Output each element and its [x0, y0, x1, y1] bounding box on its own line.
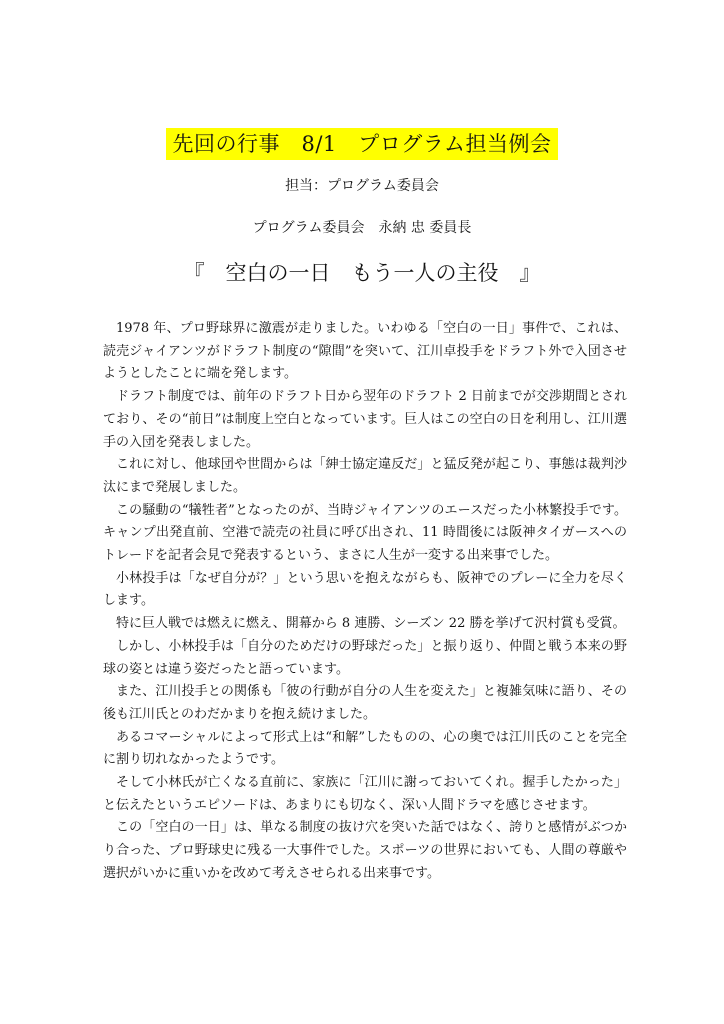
title-block [0, 128, 724, 160]
paragraph: また、江川投手との関係も「彼の行動が自分の人生を変えた」と複雑気味に語り、その後も江川氏とのわだかまりを抱え続けました。 [103, 684, 627, 722]
body-text [103, 318, 627, 886]
paragraph: この騒動の“犠牲者”となったのが、当時ジャイアンツのエースだった小林繁投手です。キャンプ出発直前、空港で読売の社員に呼び出され、11 時間後には阪神タイガースへのトレードを記者会見で発表するという、まさに人生が一変する出来事でした。 [103, 502, 627, 564]
paragraph: あるコマーシャルによって形式上は“和解”したものの、心の奥では江川氏のことを完全に割り切れなかったようです。 [103, 729, 627, 768]
lecture-theme: 『 空白の一日 もう一人の主役 』 [183, 261, 541, 285]
paragraph: 小林投手は「なぜ自分が？」という思いを抱えながらも、阪神でのプレーに全力を尽くします。 [103, 570, 627, 609]
paragraph: しかし、小林投手は「自分のためだけの野球だった」と振り返り、仲間と戦う本来の野球の姿とは違う姿だったと語っています。 [103, 638, 627, 677]
paragraph: これに対し、他球団や世間からは「紳士協定違反だ」と猛反発が起こり、事態は裁判沙汰にまで発展しました。 [103, 457, 627, 495]
paragraph: ドラフト制度では、前年のドラフト日から翌年のドラフト 2 日前までが交渉期間とされており、その“前日”は制度上空白となっています。巨人はこの空白の日を利用し、江川選手の入団を発表しました。 [103, 389, 627, 450]
organizer-line: 担当：プログラム委員会 [285, 178, 439, 194]
paragraph: 特に巨人戦では燃えに燃え、開幕から 8 連勝、シーズン 22 勝を挙げて沢村賞も受賞。 [116, 616, 626, 632]
page-title: 先回の行事 8/1 プログラム担当例会 [166, 128, 557, 160]
speaker-line: プログラム委員会 永納 忠 委員長 [252, 220, 472, 236]
paragraph: この「空白の一日」は、単なる制度の抜け穴を突いた話ではなく、誇りと感情がぶつかり合った、プロ野球史に残る一大事件でした。スポーツの世界においても、人間の尊厳や選択がいかに重いかを改めて考えさせられる出来事です。 [103, 820, 627, 881]
paragraph: そして小林氏が亡くなる直前に、家族に「江川に謝っておいてくれ。握手したかった」と伝えたというエピソードは、あまりにも切なく、深い人間ドラマを感じさせます。 [103, 775, 627, 813]
paragraph: 1978 年、プロ野球界に激震が走りました。いわゆる「空白の一日」事件で、これは、読売ジャイアンツがドラフト制度の“隙間”を突いて、江川卓投手をドラフト外で入団させようとしたことに端を発します。 [103, 321, 627, 382]
